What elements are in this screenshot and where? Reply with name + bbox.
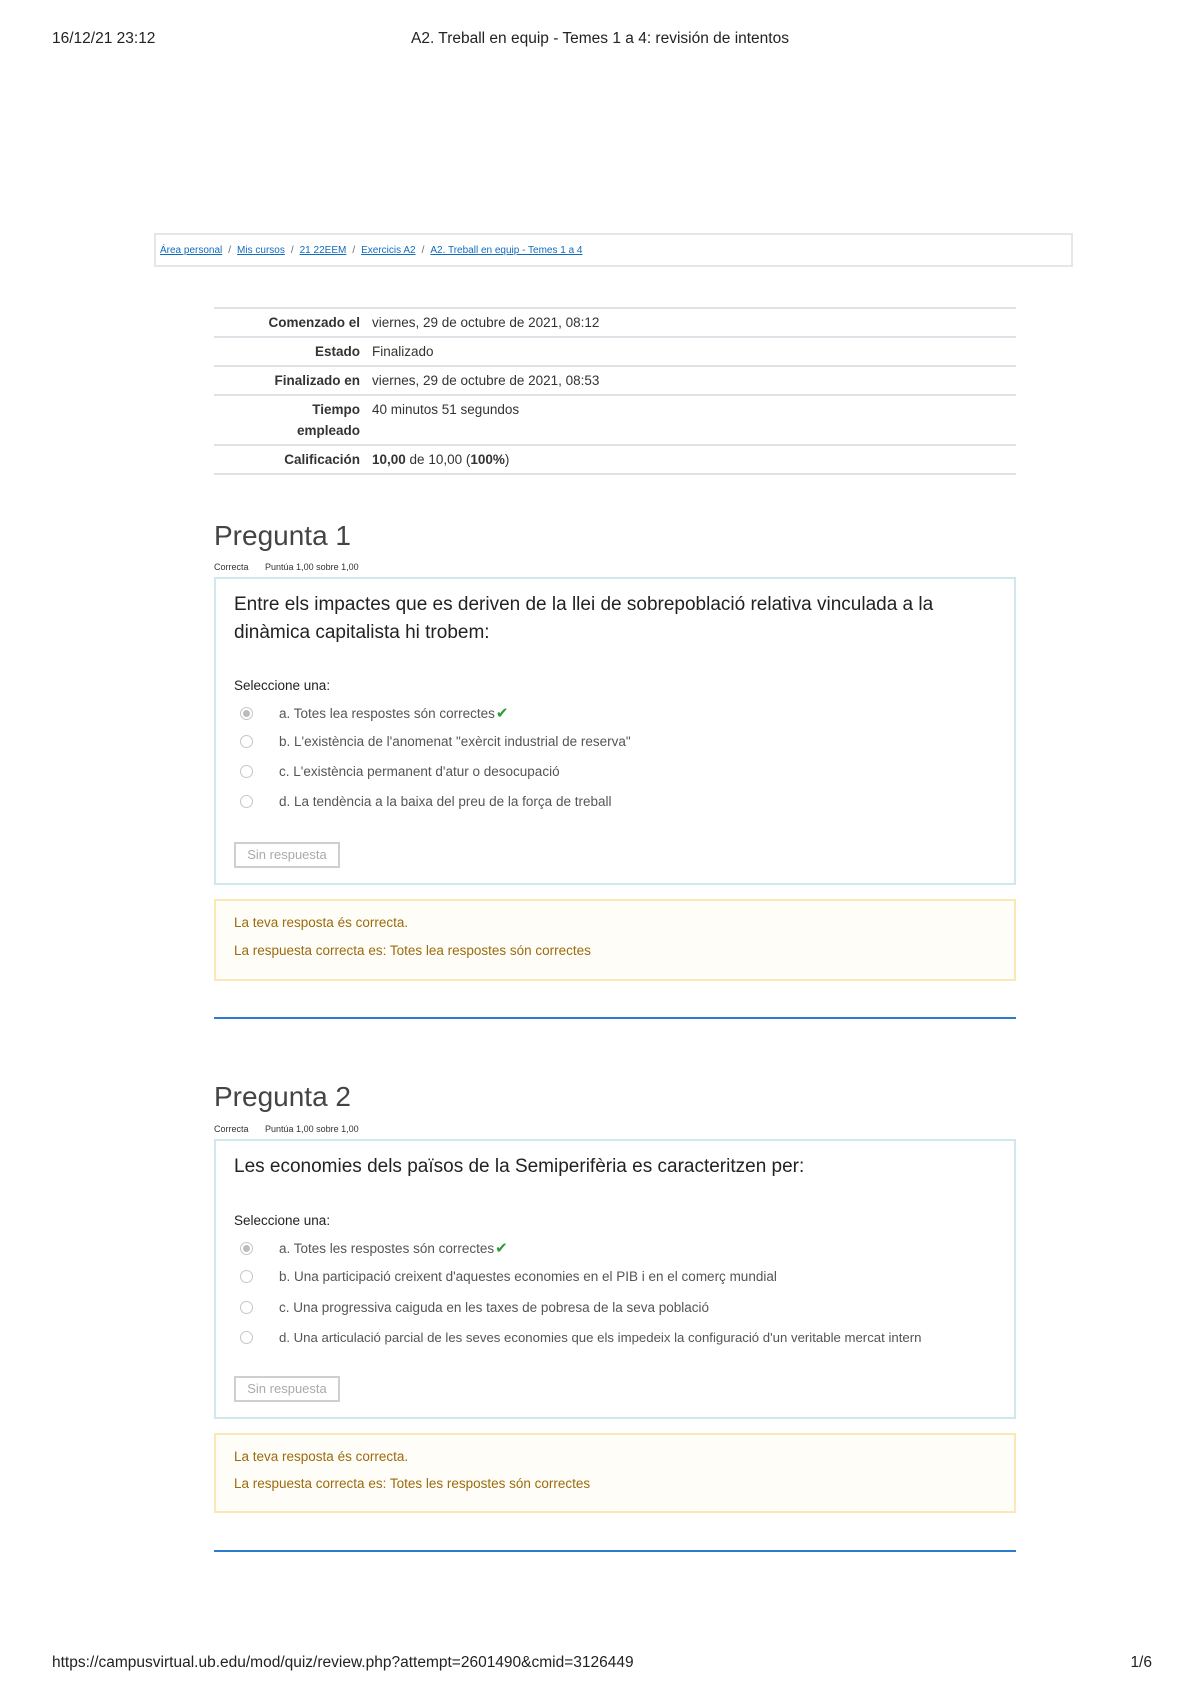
summary-value: 40 minutos 51 segundos xyxy=(366,395,1016,445)
breadcrumb-separator: / xyxy=(352,244,356,256)
question-box xyxy=(214,577,1016,885)
question-mark: Puntúa 1,00 sobre 1,00 xyxy=(265,1124,359,1134)
summary-value xyxy=(366,445,1016,474)
summary-label: Calificación xyxy=(214,445,366,474)
summary-label-part: empleado xyxy=(296,423,360,438)
summary-row-state xyxy=(214,337,1016,366)
question-state: Correcta xyxy=(214,1124,249,1134)
question-meta xyxy=(214,562,373,572)
summary-row-time xyxy=(214,395,1016,445)
grade-text: ) xyxy=(504,452,510,467)
question-mark: Puntúa 1,00 sobre 1,00 xyxy=(265,562,359,572)
question-meta xyxy=(214,1124,373,1134)
breadcrumb-item-quiz[interactable]: A2. Treball en equip - Temes 1 a 4 xyxy=(430,244,583,256)
summary-label: Estado xyxy=(214,337,366,366)
answer-option-label: a. Totes les respostes són correctes xyxy=(279,1240,495,1256)
answer-option-c[interactable] xyxy=(240,1300,709,1315)
check-icon: ✔ xyxy=(495,705,509,722)
summary-row-started xyxy=(214,308,1016,337)
summary-value: viernes, 29 de octubre de 2021, 08:12 xyxy=(366,308,1016,337)
answer-option-c[interactable] xyxy=(240,764,560,779)
answer-option-label: c. Una progressiva caiguda en les taxes de pobresa de la seva població xyxy=(279,1300,710,1315)
radio-unselected[interactable] xyxy=(240,1331,253,1344)
summary-value: viernes, 29 de octubre de 2021, 08:53 xyxy=(366,366,1016,395)
question-text: Entre els impactes que es deriven de la llei de sobrepoblació relativa vinculada a la dinàmica capitalista hi trobem: xyxy=(234,594,934,643)
question-state: Correcta xyxy=(214,562,249,572)
print-datetime: 16/12/21 23:12 xyxy=(52,30,156,47)
summary-value: Finalizado xyxy=(366,337,1016,366)
feedback-correct-answer: La respuesta correcta es: Totes les respostes són correctes xyxy=(234,1476,591,1491)
grade-percent: 100% xyxy=(470,452,505,467)
clear-choice-button[interactable]: Sin respuesta xyxy=(234,842,340,868)
answer-option-label: b. Una participació creixent d'aquestes economies en el PIB i en el comerç mundial xyxy=(279,1269,777,1284)
answer-option-label: a. Totes lea respostes són correctes xyxy=(279,705,495,721)
print-page-number: 1/6 xyxy=(1130,1654,1152,1671)
grade-text: de 10,00 ( xyxy=(405,452,471,467)
check-icon: ✔ xyxy=(495,1240,508,1257)
radio-unselected[interactable] xyxy=(240,1270,253,1283)
clear-choice-button[interactable]: Sin respuesta xyxy=(234,1376,340,1402)
select-one-label: Seleccione una: xyxy=(234,678,331,693)
summary-label xyxy=(214,395,366,445)
breadcrumb-separator: / xyxy=(228,244,232,256)
breadcrumb-item-course[interactable]: 21 22EEM xyxy=(299,244,347,256)
breadcrumb-item-area-personal[interactable]: Área personal xyxy=(160,244,223,256)
radio-unselected[interactable] xyxy=(240,795,253,808)
feedback-box xyxy=(214,1433,1016,1513)
radio-unselected[interactable] xyxy=(240,735,253,748)
answer-option-label: d. La tendència a la baixa del preu de la força de treball xyxy=(279,794,612,809)
breadcrumb xyxy=(154,233,1073,267)
print-title: A2. Treball en equip - Temes 1 a 4: revisión de intentos xyxy=(411,30,789,47)
summary-row-finished xyxy=(214,366,1016,395)
breadcrumb-item-section[interactable]: Exercicis A2 xyxy=(361,244,416,256)
print-header xyxy=(0,30,1200,52)
question-divider xyxy=(214,1017,1016,1019)
question-title: Pregunta 1 xyxy=(214,520,351,551)
answer-option-label: b. L'existència de l'anomenat "exèrcit industrial de reserva" xyxy=(279,734,631,749)
question-title: Pregunta 2 xyxy=(214,1081,351,1112)
answer-option-label: c. L'existència permanent d'atur o desocupació xyxy=(279,764,560,779)
breadcrumb-item-mis-cursos[interactable]: Mis cursos xyxy=(237,244,285,256)
grade-score: 10,00 xyxy=(372,452,406,467)
breadcrumb-separator: / xyxy=(290,244,294,256)
answer-option-b[interactable] xyxy=(240,734,631,749)
summary-label: Comenzado el xyxy=(214,308,366,337)
answer-option-b[interactable] xyxy=(240,1269,777,1284)
answer-option-a[interactable] xyxy=(240,704,508,722)
answer-option-d[interactable] xyxy=(240,1330,921,1345)
radio-selected[interactable] xyxy=(240,1242,253,1255)
question-divider xyxy=(214,1550,1016,1552)
feedback-box xyxy=(214,899,1016,981)
summary-label-part: Tiempo xyxy=(312,402,360,417)
question-box xyxy=(214,1139,1016,1419)
summary-row-grade xyxy=(214,445,1016,474)
print-footer xyxy=(0,1654,1200,1676)
answer-option-a[interactable] xyxy=(240,1239,508,1257)
feedback-result: La teva resposta és correcta. xyxy=(234,1449,409,1464)
print-url: https://campusvirtual.ub.edu/mod/quiz/review.php?attempt=2601490&cmid=3126449 xyxy=(52,1654,634,1671)
answer-option-d[interactable] xyxy=(240,794,611,809)
feedback-correct-answer: La respuesta correcta es: Totes lea respostes són correctes xyxy=(234,943,591,958)
select-one-label: Seleccione una: xyxy=(234,1213,331,1228)
radio-selected[interactable] xyxy=(240,707,253,720)
question-text: Les economies dels països de la Semiperifèria es caracteritzen per: xyxy=(234,1156,805,1177)
answer-option-label: d. Una articulació parcial de les seves economies que els impedeix la configuració d'un veritable mercat intern xyxy=(279,1330,922,1345)
radio-unselected[interactable] xyxy=(240,765,253,778)
radio-unselected[interactable] xyxy=(240,1301,253,1314)
feedback-result: La teva resposta és correcta. xyxy=(234,915,409,930)
breadcrumb-separator: / xyxy=(421,244,425,256)
summary-label: Finalizado en xyxy=(214,366,366,395)
attempt-summary-table xyxy=(214,307,1016,475)
